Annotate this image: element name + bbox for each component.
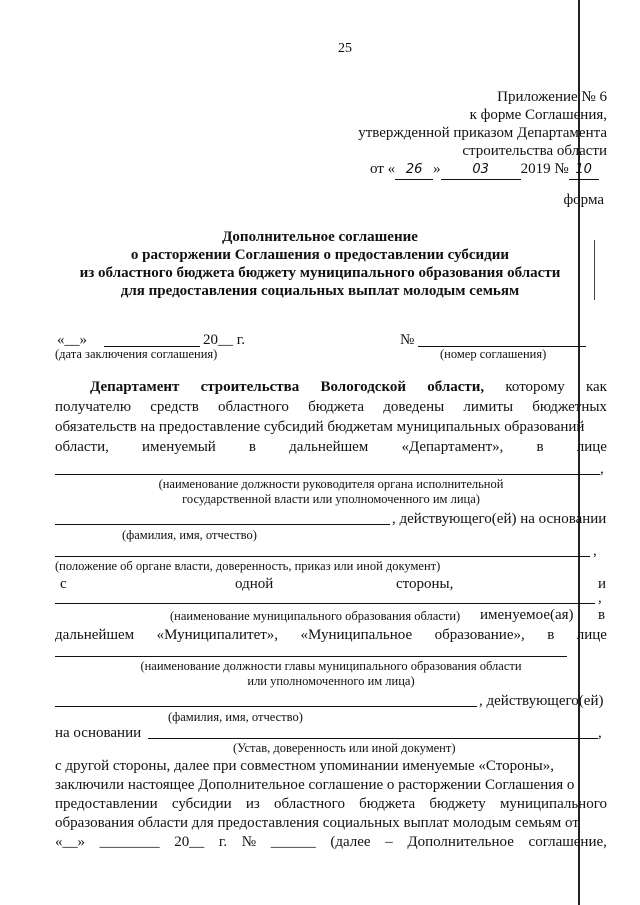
word: дальнейшем <box>289 439 369 455</box>
word: дальнейшем <box>55 627 135 643</box>
para1-line-3: обязательств на предоставление субсидий бюджетам муниципальных образований <box>55 419 585 435</box>
appendix-line-3: утвержденной приказом Департамента <box>358 125 607 141</box>
para1-line-1 <box>90 378 607 396</box>
blank-line <box>55 656 567 657</box>
word: области, <box>427 379 485 395</box>
title-line-3: из областного бюджета бюджету муниципального образования области <box>79 265 561 281</box>
word: «Муниципалитет», <box>156 627 279 643</box>
acting-2: , действующего(ей) <box>479 693 604 709</box>
comma: , <box>598 725 602 741</box>
word: субсидии <box>171 796 232 812</box>
word: образование», <box>434 627 525 643</box>
word: № <box>241 834 257 850</box>
word: соглашение, <box>528 834 607 850</box>
comma: , <box>593 543 597 559</box>
blank-line <box>55 556 590 557</box>
word-v: в <box>598 607 606 623</box>
word: лице <box>576 627 607 643</box>
comma: , <box>600 461 604 477</box>
word: бюджета <box>308 399 365 415</box>
appendix-line-4: строительства области <box>462 143 607 159</box>
date-day: 26 <box>395 160 433 180</box>
title-line-2: о расторжении Соглашения о предоставлении субсидии <box>130 247 510 263</box>
caption-head-position-1: (наименование должности руководителя органа исполнительной <box>158 477 504 491</box>
word: лице <box>576 439 607 455</box>
word: областного <box>274 796 345 812</box>
word: «__» <box>55 834 85 850</box>
further-line <box>55 626 607 644</box>
date-prefix: от « <box>370 161 396 177</box>
comma: , <box>598 590 602 606</box>
word: в <box>547 627 555 643</box>
word-and: и <box>598 576 607 592</box>
word: бюджетных <box>532 399 607 415</box>
date-month: 03 <box>441 160 521 180</box>
word: ______ <box>270 834 316 850</box>
word: области, <box>55 439 109 455</box>
appendix-line-2: к форме Соглашения, <box>469 107 607 123</box>
word: доведены <box>383 399 445 415</box>
caption-municipality: (наименование муниципального образования области) <box>170 609 461 623</box>
word: лимиты <box>463 399 514 415</box>
word: 20__ <box>174 834 205 850</box>
caption-fio-2: (фамилия, имя, отчество) <box>168 710 303 724</box>
caption-head-mo-1: (наименование должности главы муниципального образования области <box>140 659 522 673</box>
word: г. <box>218 834 228 850</box>
word: бюджету <box>429 796 486 812</box>
blank-line <box>55 474 600 475</box>
appendix-line-1: Приложение № 6 <box>497 89 607 105</box>
word: которому <box>505 379 565 395</box>
blank-line <box>55 524 390 525</box>
forma-label: форма <box>563 192 604 208</box>
closing-line-3 <box>55 795 607 813</box>
word: Департамент <box>90 379 180 395</box>
word: ________ <box>99 834 160 850</box>
word: средств <box>150 399 199 415</box>
blank-line <box>148 738 598 739</box>
date-open: «__» <box>57 332 87 348</box>
word-s: с <box>60 576 67 592</box>
word: «Муниципальное <box>300 627 413 643</box>
word: в <box>536 439 544 455</box>
num-sign: № <box>554 161 569 177</box>
word: бюджета <box>359 796 416 812</box>
word: строительства <box>200 379 300 395</box>
basis-label: на основании <box>55 725 142 741</box>
named-as: именуемое(ая) <box>480 607 574 623</box>
word: муниципального <box>499 796 607 812</box>
word: именуемый <box>142 439 216 455</box>
date-mid: » <box>433 161 441 177</box>
closing-line-2: заключили настоящее Дополнительное соглашение о расторжении Соглашения о <box>55 777 575 793</box>
date-caption: (дата заключения соглашения) <box>55 347 218 361</box>
word: как <box>585 379 607 395</box>
caption-head-mo-2: или уполномоченного им лица) <box>247 674 415 688</box>
acting-basis: , действующего(ей) на основании <box>392 511 607 527</box>
word: предоставлении <box>55 796 158 812</box>
date-year-blank: 20__ г. <box>203 332 245 348</box>
date-year: 2019 <box>520 161 551 177</box>
word: – <box>385 834 393 850</box>
word: (далее <box>330 834 371 850</box>
blank-line <box>55 706 477 707</box>
closing-line-4: образования области для предоставления социальных выплат молодым семьям от <box>55 815 579 831</box>
title-line-4: для предоставления социальных выплат молодым семьям <box>120 283 520 299</box>
word: из <box>245 796 260 812</box>
word: Дополнительное <box>407 834 514 850</box>
para1-line-2 <box>55 398 607 416</box>
word: в <box>248 439 257 455</box>
word: областного <box>217 399 289 415</box>
closing-line-5 <box>55 833 607 851</box>
page-number: 25 <box>338 41 352 56</box>
para1-line-4 <box>55 438 607 456</box>
appendix-date <box>370 160 599 180</box>
word: «Департамент», <box>401 439 504 455</box>
number-sign: № <box>400 332 415 348</box>
word-one: одной <box>235 576 274 592</box>
word: Вологодской <box>320 379 407 395</box>
appendix-number: 10 <box>569 160 599 180</box>
caption-fio: (фамилия, имя, отчество) <box>122 528 257 542</box>
caption-charter: (Устав, доверенность или иной документ) <box>233 741 456 755</box>
closing-line-1: с другой стороны, далее при совместном упоминании именуемые «Стороны», <box>55 758 554 774</box>
title-line-1: Дополнительное соглашение <box>222 229 418 245</box>
caption-document: (положение об органе власти, доверенность, приказ или иной документ) <box>55 559 441 573</box>
word-side: стороны, <box>396 576 454 592</box>
word: получателю <box>55 399 132 415</box>
number-caption: (номер соглашения) <box>440 347 547 361</box>
caption-head-position-2: государственной власти или уполномоченного им лица) <box>182 492 480 506</box>
blank-line <box>55 603 595 604</box>
